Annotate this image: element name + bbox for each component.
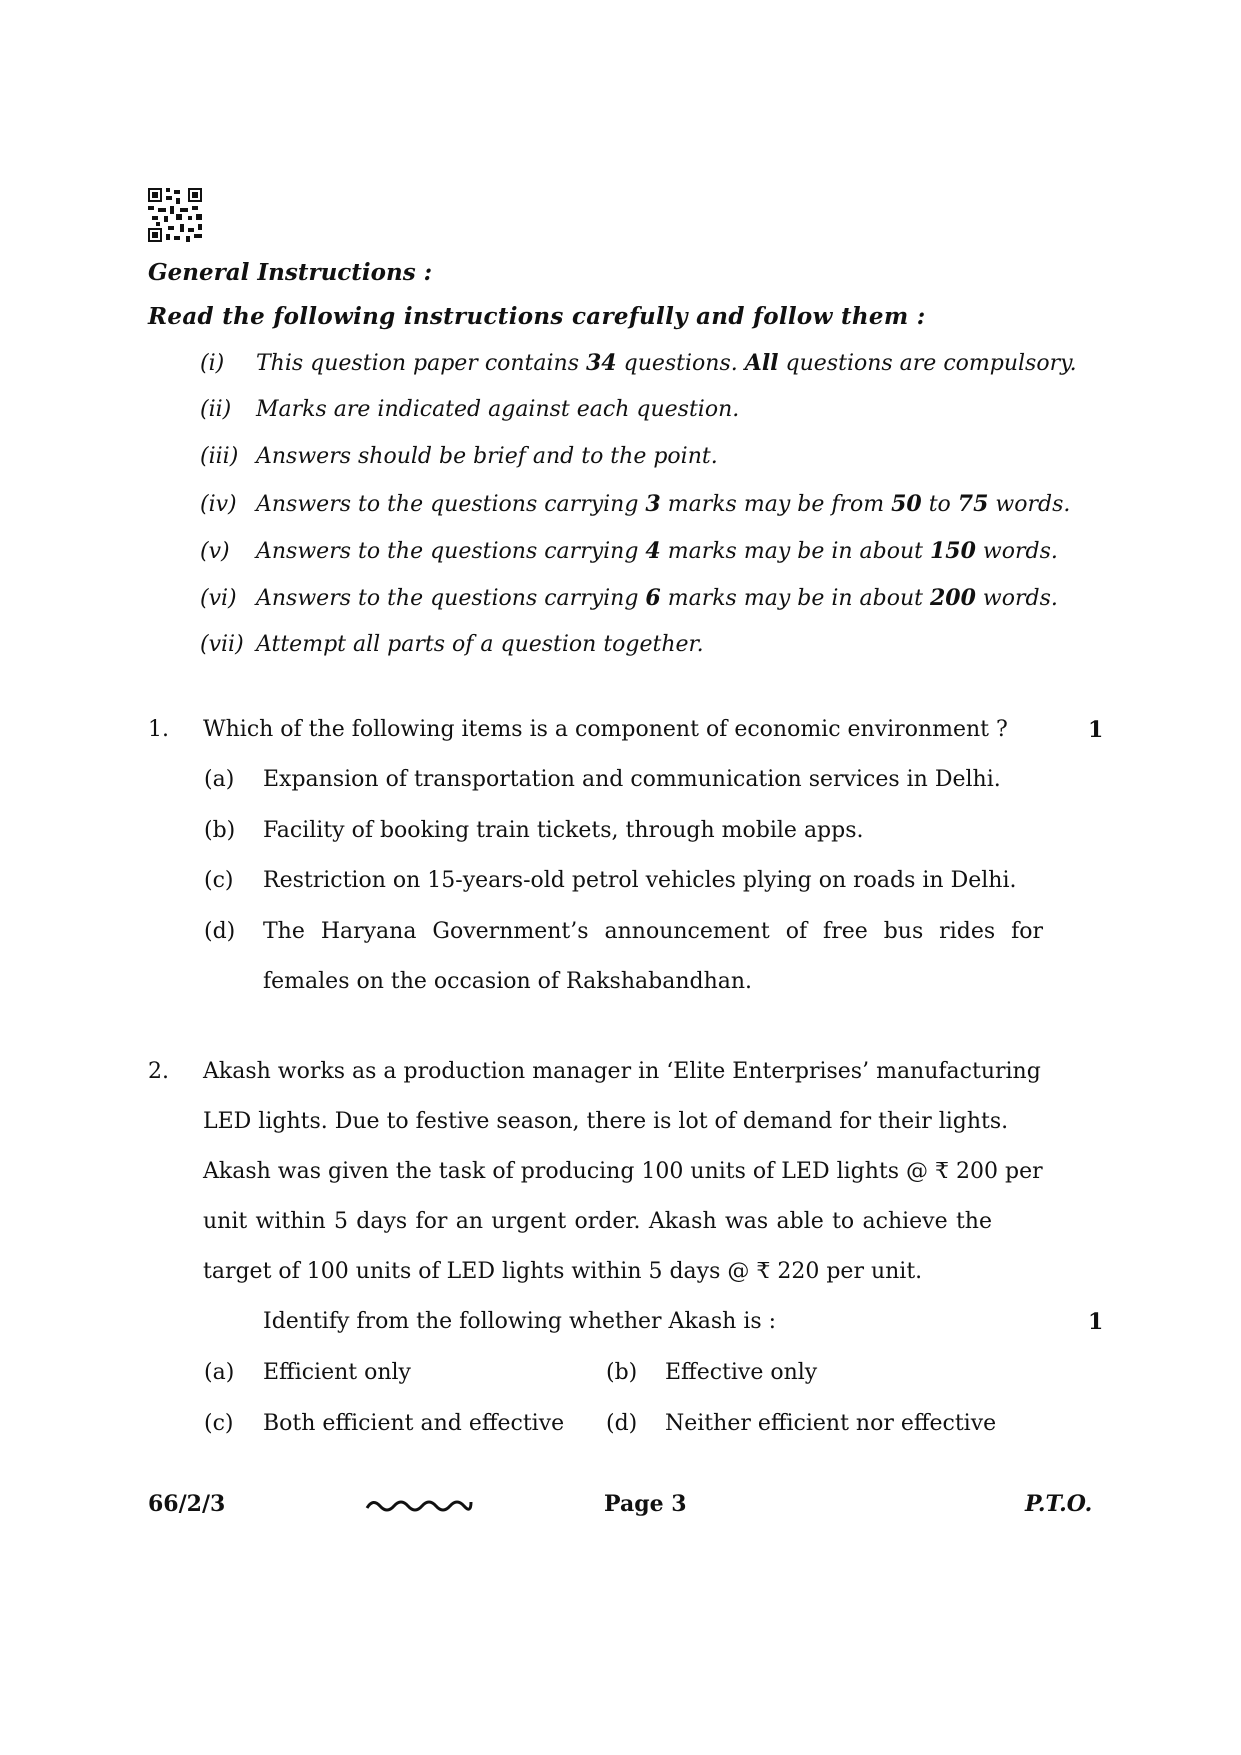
question-text-line: Akash works as a production manager in ‘Elite Enterprises’ manufacturing — [203, 1059, 1041, 1084]
question-text-line: Akash was given the task of producing 100 units of LED lights @ ₹ 200 per — [203, 1159, 1043, 1184]
instructions-title: General Instructions : — [148, 259, 433, 286]
option-label: (d) — [204, 919, 236, 944]
option-label: (a) — [204, 767, 235, 792]
option-label: (c) — [204, 1411, 234, 1436]
option-label: (a) — [204, 1360, 235, 1385]
question-marks: 1 — [1088, 1309, 1104, 1335]
qr-code — [148, 188, 202, 242]
instruction-item: (i) This question paper contains 34 questions. All questions are compulsory. — [200, 350, 1077, 376]
option-label: (b) — [606, 1360, 638, 1385]
question-prompt: Identify from the following whether Akash is : — [263, 1309, 777, 1334]
option-label: (c) — [204, 868, 234, 893]
option-text: The Haryana Government’s announcement of free bus rides for — [263, 919, 1043, 944]
question-number: 1. — [148, 717, 169, 742]
question-text: Which of the following items is a component of economic environment ? — [203, 717, 1008, 742]
option-label: (d) — [606, 1411, 638, 1436]
option-text: Expansion of transportation and communication services in Delhi. — [263, 767, 1001, 792]
page-number: Page 3 — [604, 1491, 687, 1517]
instruction-item: (vi) Answers to the questions carrying 6 marks may be in about 200 words. — [200, 585, 1058, 611]
option-text: Both efficient and effective — [263, 1411, 565, 1436]
option-text: Restriction on 15-years-old petrol vehicles plying on roads in Delhi. — [263, 868, 1017, 893]
option-text: Effective only — [665, 1360, 818, 1385]
option-text: Neither efficient nor effective — [665, 1411, 997, 1436]
question-number: 2. — [148, 1059, 169, 1084]
question-text-line: unit within 5 days for an urgent order. Akash was able to achieve the — [203, 1209, 992, 1234]
option-label: (b) — [204, 818, 236, 843]
instruction-item: (iii) Answers should be brief and to the point. — [200, 444, 718, 469]
question-marks: 1 — [1088, 717, 1104, 743]
pto-label: P.T.O. — [1025, 1491, 1093, 1517]
instructions-subtitle: Read the following instructions carefully and follow them : — [148, 303, 926, 330]
instruction-item: (iv) Answers to the questions carrying 3 marks may be from 50 to 75 words. — [200, 491, 1071, 517]
instruction-item: (ii) Marks are indicated against each question. — [200, 397, 740, 422]
paper-code: 66/2/3 — [148, 1491, 226, 1517]
option-text: Efficient only — [263, 1360, 411, 1385]
question-text-line: target of 100 units of LED lights within 5 days @ ₹ 220 per unit. — [203, 1259, 923, 1284]
question-text-line: LED lights. Due to festive season, there is lot of demand for their lights. — [203, 1109, 1009, 1134]
instruction-item: (vii) Attempt all parts of a question together. — [200, 632, 704, 657]
instruction-item: (v) Answers to the questions carrying 4 marks may be in about 150 words. — [200, 538, 1058, 564]
wave-ornament-icon — [365, 1496, 473, 1516]
option-text: Facility of booking train tickets, through mobile apps. — [263, 818, 864, 843]
option-text-continued: females on the occasion of Rakshabandhan. — [263, 969, 753, 994]
